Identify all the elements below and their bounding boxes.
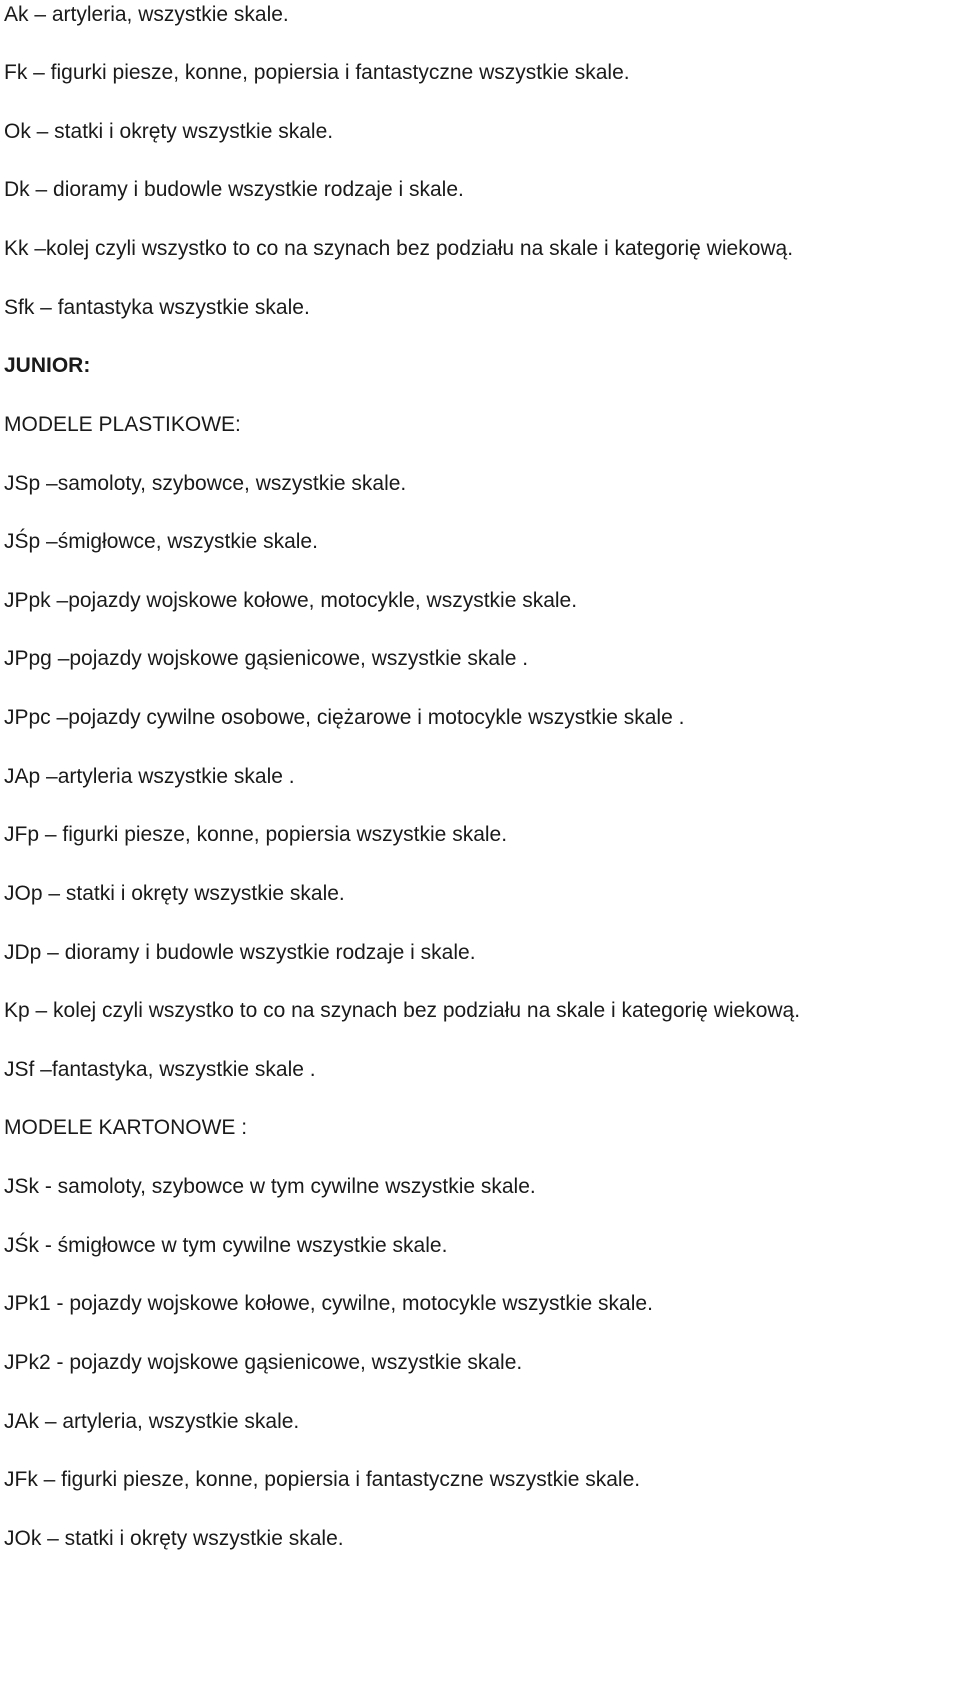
line-fk: Fk – figurki piesze, konne, popiersia i fantastyczne wszystkie skale. <box>4 61 630 84</box>
line-dk: Dk – dioramy i budowle wszystkie rodzaje i skale. <box>4 178 464 201</box>
line-jpk1: JPk1 - pojazdy wojskowe kołowe, cywilne, motocykle wszystkie skale. <box>4 1292 653 1315</box>
line-ok: Ok – statki i okręty wszystkie skale. <box>4 120 334 143</box>
line-jak: JAk – artyleria, wszystkie skale. <box>4 1410 300 1433</box>
line-sfk: Sfk – fantastyka wszystkie skale. <box>4 296 310 319</box>
heading-junior: JUNIOR: <box>4 354 91 377</box>
line-jsp: JSp –samoloty, szybowce, wszystkie skale. <box>4 472 407 495</box>
heading-plastic-models: MODELE PLASTIKOWE: <box>4 413 241 436</box>
line-ak: Ak – artyleria, wszystkie skale. <box>4 3 289 26</box>
line-jdp: JDp – dioramy i budowle wszystkie rodzaje i skale. <box>4 941 476 964</box>
line-jap: JAp –artyleria wszystkie skale . <box>4 765 295 788</box>
line-jsk-helicopters: JŚk - śmigłowce w tym cywilne wszystkie skale. <box>4 1234 448 1257</box>
line-jop: JOp – statki i okręty wszystkie skale. <box>4 882 345 905</box>
line-jsp-helicopters: JŚp –śmigłowce, wszystkie skale. <box>4 530 318 553</box>
line-jsf: JSf –fantastyka, wszystkie skale . <box>4 1058 316 1081</box>
line-jfk: JFk – figurki piesze, konne, popiersia i fantastyczne wszystkie skale. <box>4 1468 641 1491</box>
line-jok: JOk – statki i okręty wszystkie skale. <box>4 1527 344 1550</box>
line-jppc: JPpc –pojazdy cywilne osobowe, ciężarowe i motocykle wszystkie skale . <box>4 706 685 729</box>
line-kp: Kp – kolej czyli wszystko to co na szynach bez podziału na skale i kategorię wiekową. <box>4 999 801 1022</box>
line-jppg: JPpg –pojazdy wojskowe gąsienicowe, wszystkie skale . <box>4 647 529 670</box>
line-jfp: JFp – figurki piesze, konne, popiersia wszystkie skale. <box>4 823 508 846</box>
line-jppk: JPpk –pojazdy wojskowe kołowe, motocykle, wszystkie skale. <box>4 589 578 612</box>
heading-cardboard-models: MODELE KARTONOWE : <box>4 1116 248 1139</box>
line-jsk: JSk - samoloty, szybowce w tym cywilne wszystkie skale. <box>4 1175 536 1198</box>
line-jpk2: JPk2 - pojazdy wojskowe gąsienicowe, wszystkie skale. <box>4 1351 523 1374</box>
line-kk: Kk –kolej czyli wszystko to co na szynach bez podziału na skale i kategorię wiekową. <box>4 237 794 260</box>
